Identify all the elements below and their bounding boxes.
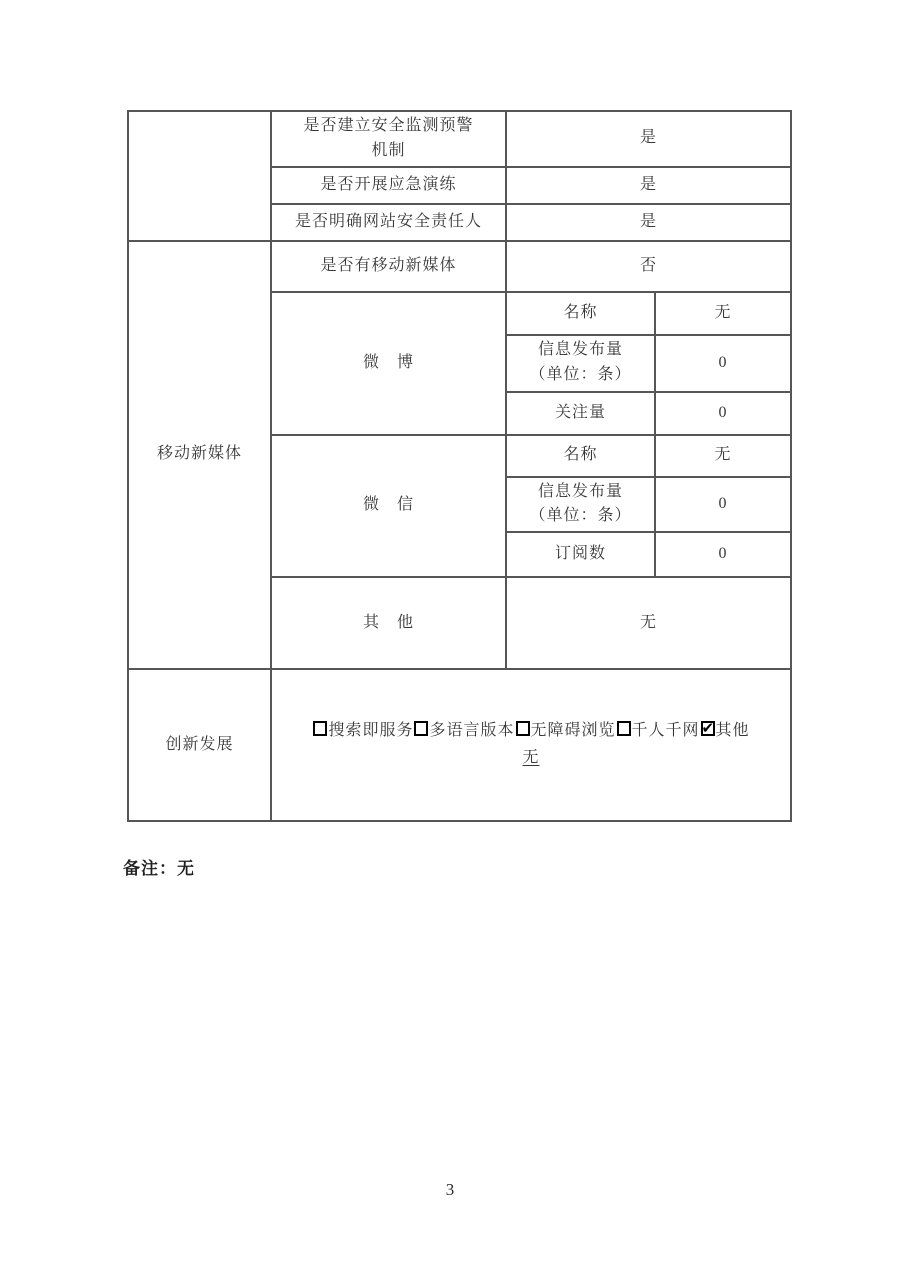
security-monitor-value-cell: 是 bbox=[506, 111, 791, 167]
wechat-label-cell: 微 信 bbox=[271, 435, 506, 578]
weibo-name-value-cell: 无 bbox=[655, 292, 791, 335]
weibo-label-cell: 微 博 bbox=[271, 292, 506, 435]
has-mobile-value-cell: 否 bbox=[506, 241, 791, 292]
innovation-other-value-text: 无 bbox=[522, 749, 540, 767]
other-media-label-cell: 其 他 bbox=[271, 577, 506, 669]
innovation-option-label: 搜索即服务 bbox=[328, 722, 414, 740]
weibo-followers-label-cell: 关注量 bbox=[506, 392, 655, 435]
checkbox-icon bbox=[313, 721, 327, 736]
report-table bbox=[127, 110, 792, 822]
innovation-options-cell bbox=[271, 669, 791, 821]
has-mobile-label-cell: 是否有移动新媒体 bbox=[271, 241, 506, 292]
wechat-name-label-cell: 名称 bbox=[506, 435, 655, 477]
table-row bbox=[128, 111, 791, 167]
page-number: 3 bbox=[445, 1180, 455, 1199]
emergency-drill-label-cell: 是否开展应急演练 bbox=[271, 167, 506, 204]
security-officer-value-cell: 是 bbox=[506, 204, 791, 241]
wechat-name-value-cell: 无 bbox=[655, 435, 791, 477]
security-monitor-label-line2: 机制 bbox=[371, 141, 406, 159]
section-cell-empty bbox=[128, 111, 271, 241]
weibo-posts-label-cell bbox=[506, 335, 655, 392]
checkbox-icon bbox=[617, 721, 631, 736]
checkbox-icon bbox=[701, 721, 715, 736]
innovation-option-label: 千人千网 bbox=[631, 722, 700, 740]
security-monitor-label-line1: 是否建立安全监测预警 bbox=[303, 117, 474, 134]
innovation-option bbox=[312, 722, 413, 739]
innovation-other-value bbox=[276, 746, 786, 771]
remarks-label: 备注： bbox=[123, 859, 177, 878]
innovation-option-label: 无障碍浏览 bbox=[530, 722, 616, 740]
emergency-drill-value-cell: 是 bbox=[506, 167, 791, 204]
security-monitor-label-cell bbox=[271, 111, 506, 167]
weibo-posts-label-line1: 信息发布量 bbox=[537, 341, 623, 359]
weibo-posts-value-cell: 0 bbox=[655, 335, 791, 392]
innovation-option-label: 其他 bbox=[715, 722, 750, 740]
remarks-line bbox=[123, 854, 195, 879]
wechat-subscribers-label-cell: 订阅数 bbox=[506, 532, 655, 577]
checkbox-icon bbox=[414, 721, 428, 736]
wechat-posts-value-cell: 0 bbox=[655, 477, 791, 533]
weibo-name-label-cell: 名称 bbox=[506, 292, 655, 335]
weibo-posts-label-line2: （单位：条） bbox=[529, 366, 632, 384]
wechat-posts-label-line2: （单位：条） bbox=[529, 507, 632, 525]
table-row bbox=[128, 241, 791, 292]
innovation-option bbox=[616, 722, 700, 739]
security-officer-label-cell: 是否明确网站安全责任人 bbox=[271, 204, 506, 241]
mobile-media-section-cell: 移动新媒体 bbox=[128, 241, 271, 670]
checkbox-icon bbox=[516, 721, 530, 736]
wechat-posts-label-line1: 信息发布量 bbox=[537, 482, 623, 500]
wechat-posts-label-cell bbox=[506, 477, 655, 533]
innovation-option-label: 多语言版本 bbox=[429, 722, 515, 740]
innovation-option bbox=[515, 722, 616, 739]
innovation-section-cell: 创新发展 bbox=[128, 669, 271, 821]
other-media-value-cell: 无 bbox=[506, 577, 791, 669]
innovation-option bbox=[700, 722, 750, 739]
wechat-subscribers-value-cell: 0 bbox=[655, 532, 791, 577]
table-row bbox=[128, 669, 791, 821]
innovation-option bbox=[413, 722, 514, 739]
weibo-followers-value-cell: 0 bbox=[655, 392, 791, 435]
remarks-value: 无 bbox=[177, 859, 195, 878]
